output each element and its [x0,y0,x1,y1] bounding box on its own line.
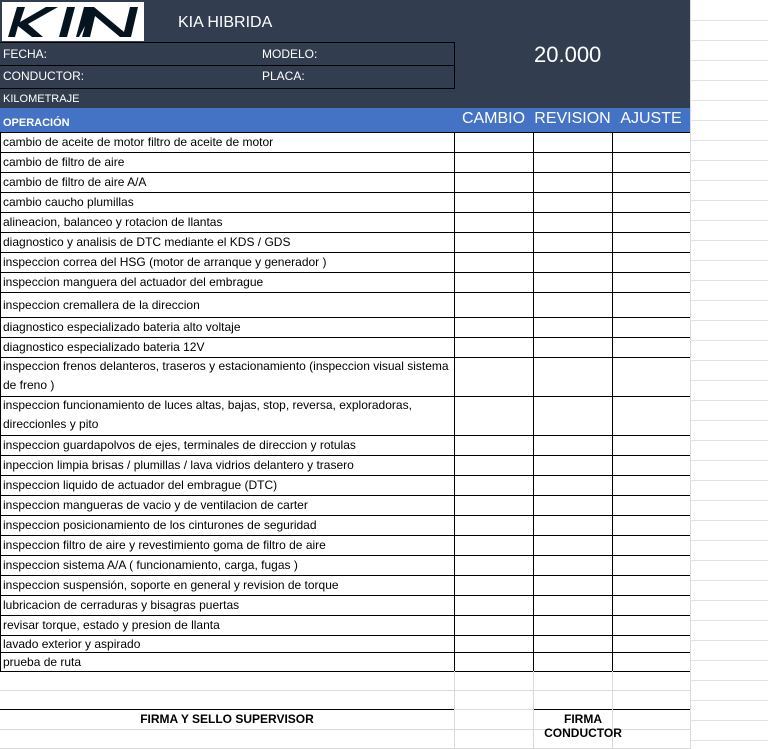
fecha-label: FECHA: [3,47,48,61]
sheet-gridline [690,40,768,41]
table-row: lavado exterior y aspirado [3,636,141,651]
sheet-gridline [690,740,768,741]
sheet-gridline [690,420,768,421]
table-row: diagnostico y analisis de DTC mediante el KDS / GDS [3,235,291,249]
empty-gridline [0,690,690,691]
header-divider [0,65,454,66]
column-header-revision: REVISION [534,110,611,127]
sheet-gridline [690,80,768,81]
table-row: inspeccion posicionamiento de los cinturones de seguridad [3,518,317,532]
table-row: revisar torque, estado y presion de llanta [3,618,220,632]
sheet-gridline [690,700,768,701]
table-row: inspeccion frenos delanteros, traseros y estacionamiento (inspeccion visual sistema de freno ) [3,359,449,392]
brand-title: KIA HIBRIDA [178,14,273,31]
sheet-gridline [690,540,768,541]
table-row: inspeccion suspensión, soporte en general y revision de torque [3,578,339,592]
sheet-gridline [690,500,768,501]
empty-gridline [454,671,455,749]
table-row: diagnostico especializado bateria 12V [3,340,205,354]
sheet-gridline [690,560,768,561]
table-row: cambio de filtro de aire A/A [3,175,147,189]
table-row: inspeccion cremallera de la direccion [3,297,200,312]
table-row: inspeccion filtro de aire y revestimiento goma de filtro de aire [3,538,326,552]
sheet-gridline [690,20,768,21]
sheet-gridline [690,520,768,521]
signature-line [0,709,454,710]
sheet-gridline [690,320,768,321]
sheet-gridline [690,580,768,581]
sheet-gridline [690,340,768,341]
table-row: inspeccion liquido de actuador del embrague (DTC) [3,478,278,492]
kia-logo-icon [6,5,140,38]
sheet-gridline [690,200,768,201]
table-gridline [0,292,690,293]
table-gridline [0,132,1,671]
table-gridline [454,132,455,671]
sheet-gridline [690,180,768,181]
header-divider [0,42,454,43]
table-gridline [612,132,613,671]
table-row: inspeccion funcionamiento de luces altas, bajas, stop, reversa, exploradoras, direccionles y pito [3,398,412,431]
kia-logo [2,2,144,41]
modelo-label: MODELO: [262,47,318,61]
header-divider [0,88,454,89]
sheet-gridline [690,640,768,641]
kilometraje-value: 20.000 [534,42,602,67]
table-gridline [0,671,690,672]
sheet-gridline [690,120,768,121]
sheet-gridline [690,280,768,281]
sheet-gridline [690,100,768,101]
sheet-gridline [690,660,768,661]
header-divider [454,42,455,89]
sheet-gridline [690,380,768,381]
table-row: inspeccion correa del HSG (motor de arranque y generador ) [3,255,327,269]
table-row: inspeccion manguera del actuador del embrague [3,275,264,289]
header-banner [0,0,690,108]
table-row: cambio de filtro de aire [3,155,125,169]
table-gridline [533,132,534,671]
sheet-gridline [690,260,768,261]
supervisor-signature-label: FIRMA Y SELLO SUPERVISOR [140,712,314,726]
sheet-gridline [690,460,768,461]
sheet-gridline [690,440,768,441]
table-row: inspeccion guardapolvos de ejes, terminales de direccion y rotulas [3,438,356,452]
sheet-gridline [690,60,768,61]
table-row: inspeccion sistema A/A ( funcionamiento, carga, fugas ) [3,558,298,572]
column-header-ajuste: AJUSTE [620,110,682,127]
table-row: inpeccion limpia brisas / plumillas / lava vidrios delantero y trasero [3,458,354,472]
sheet-gridline [690,400,768,401]
sheet-gridline [690,240,768,241]
table-row: alineacion, balanceo y rotacion de llantas [3,215,223,229]
sheet-gridline [690,480,768,481]
conductor-signature-label: FIRMA CONDUCTOR [544,712,622,740]
table-row: prueba de ruta [3,654,82,669]
sheet-gridline [690,360,768,361]
column-header-cambio: CAMBIO [461,110,526,127]
sheet-gridline [690,620,768,621]
kilometraje-label: KILOMETRAJE [3,93,80,105]
column-header-operacion: OPERACIÓN [3,117,70,129]
sheet-gridline [690,680,768,681]
table-row: cambio de aceite de motor filtro de aceite de motor [3,135,274,149]
sheet-gridline [690,220,768,221]
table-row: diagnostico especializado bateria alto voltaje [3,320,241,334]
table-row: inspeccion mangueras de vacio y de ventilacion de carter [3,498,308,512]
placa-label: PLACA: [262,69,305,83]
sheet-gridline [690,300,768,301]
table-row: lubricacion de cerraduras y bisagras puertas [3,598,240,612]
empty-gridline [690,0,691,749]
conductor-label: CONDUCTOR: [3,69,85,83]
sheet-gridline [690,140,768,141]
table-row: cambio caucho plumillas [3,195,134,209]
sheet-gridline [690,600,768,601]
sheet-gridline [690,160,768,161]
sheet-gridline [690,720,768,721]
